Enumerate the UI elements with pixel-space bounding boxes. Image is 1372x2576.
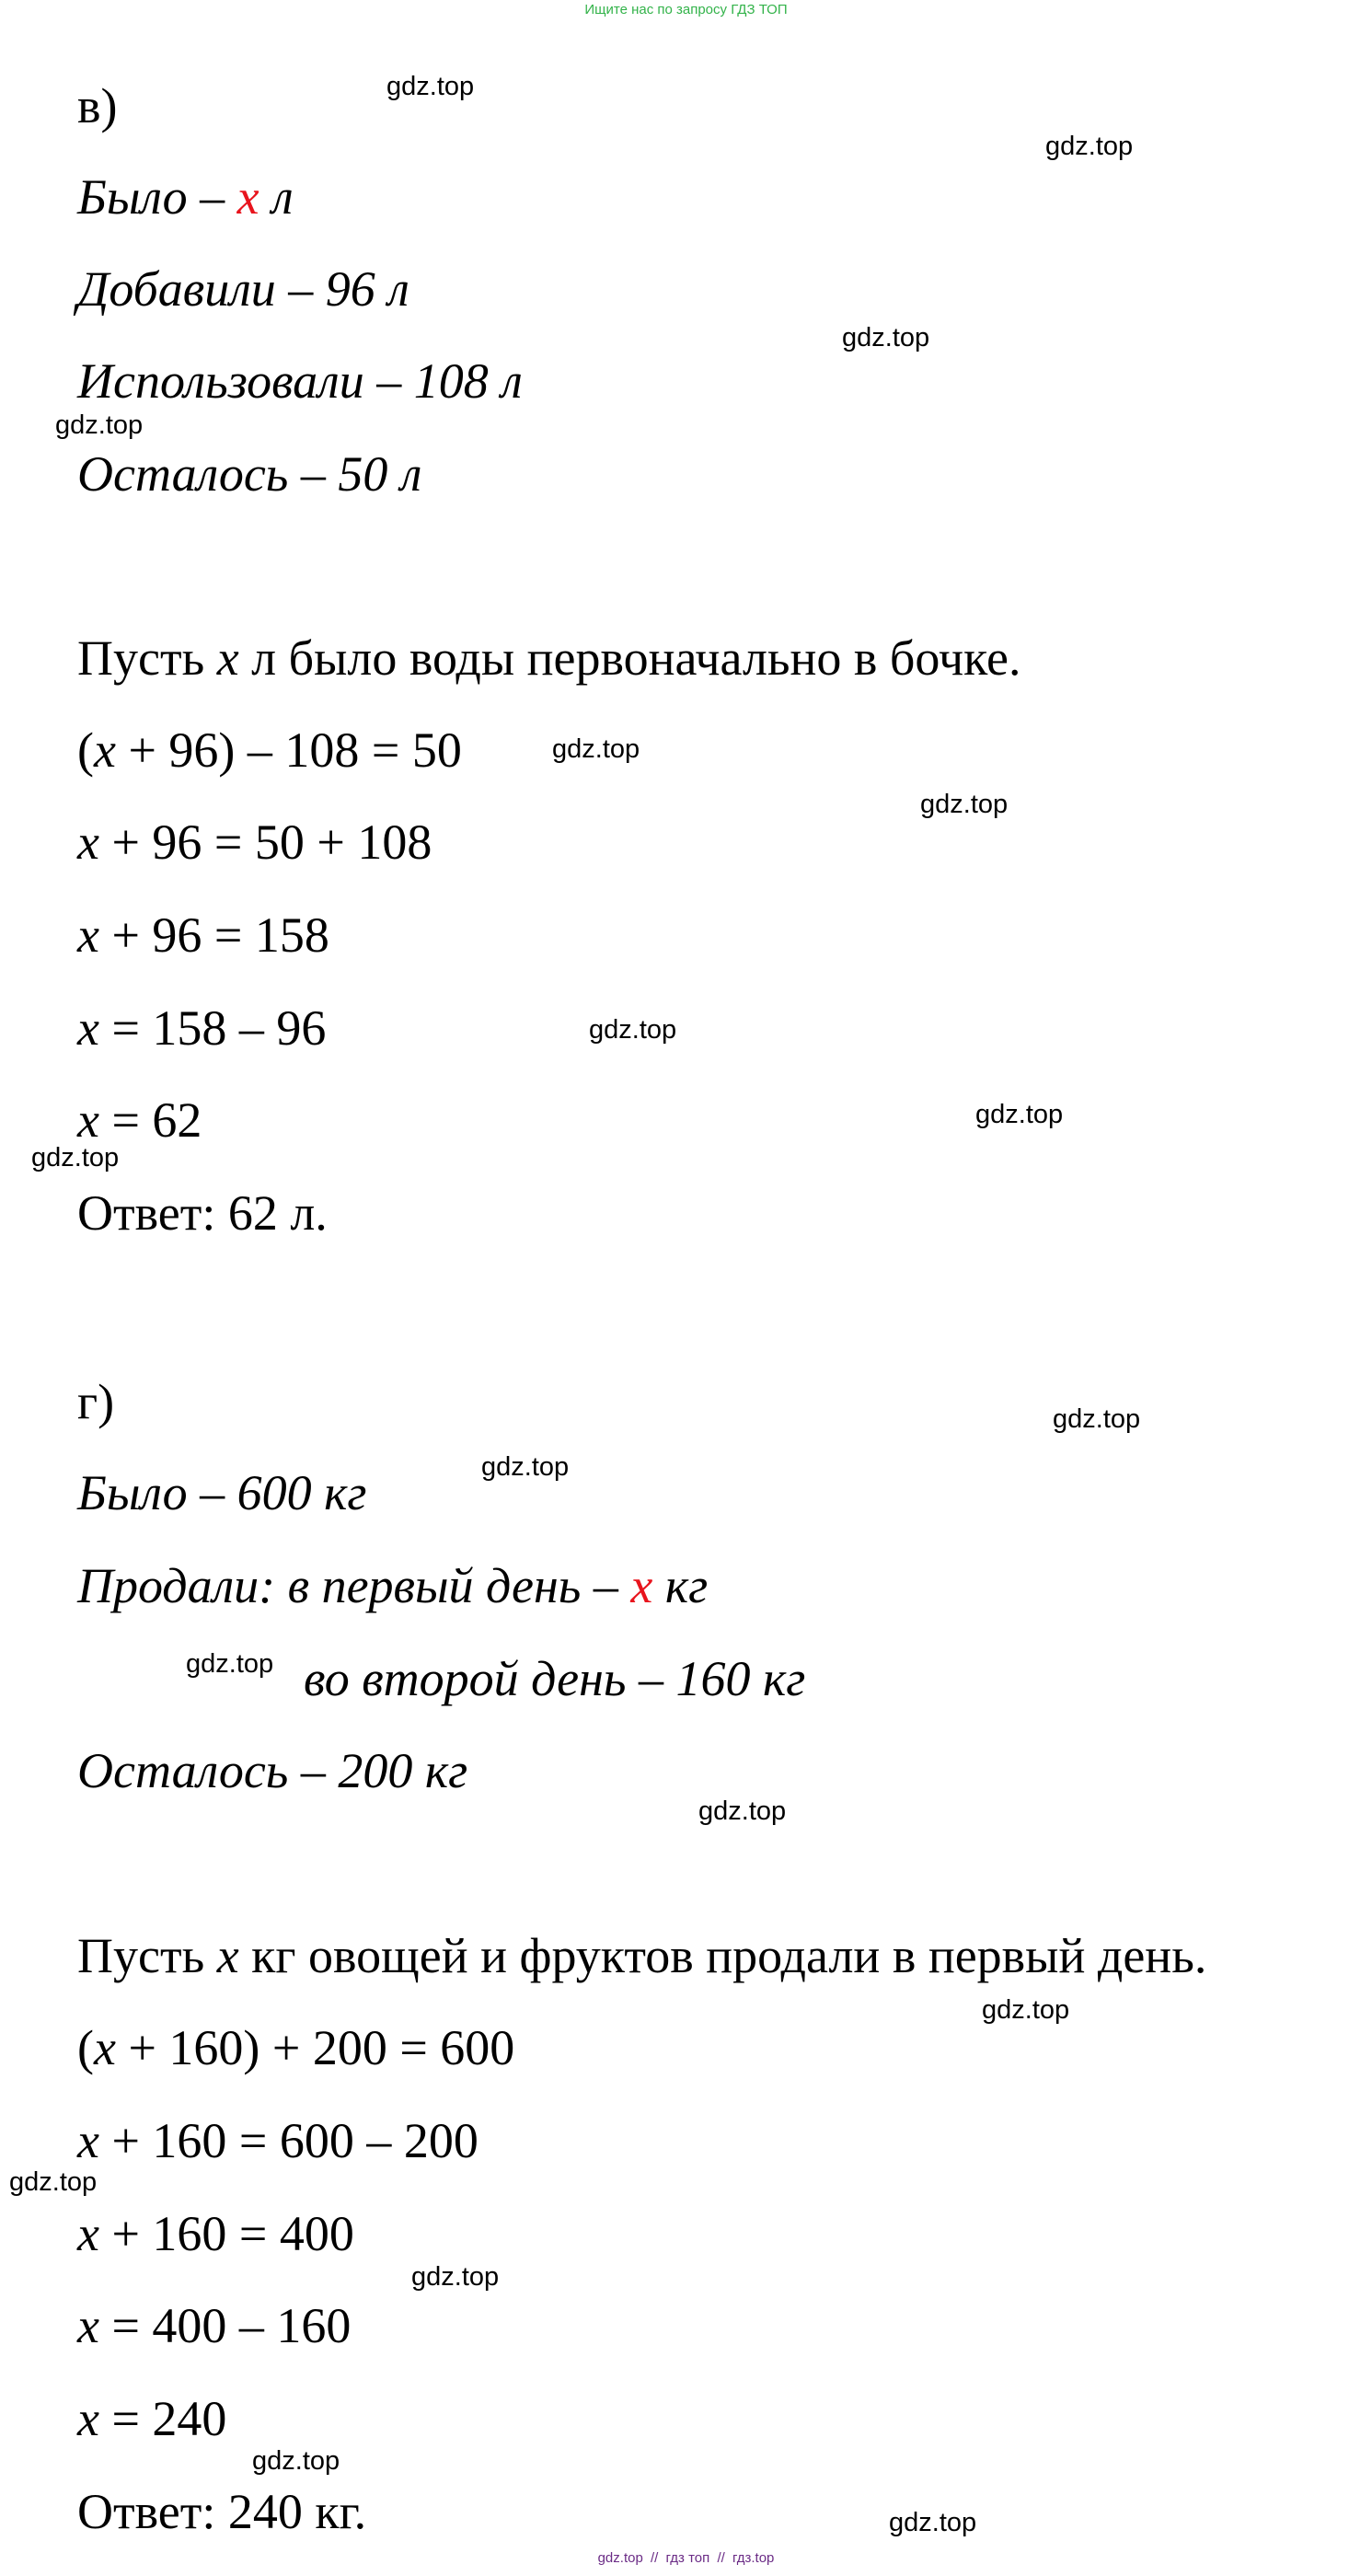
eq-rest: + 96 = 50 + 108 [98,814,432,870]
var-x: x [236,169,259,225]
eq-rest: = 62 [98,1092,202,1148]
footer-link[interactable]: гдз.top [732,2550,775,2566]
given-used: Использовали – 108 л [77,353,523,409]
part-v-label: в) [77,78,118,133]
var-x: x [77,1000,99,1056]
eq-rest: + 96) – 108 = 50 [115,722,462,778]
intro-pre: Пусть [77,630,205,686]
watermark: gdz.top [1045,132,1134,161]
equation-3 [77,2206,354,2261]
var-x: x [77,907,99,963]
intro-pre: Пусть [77,1928,205,1983]
watermark: gdz.top [889,2508,977,2537]
watermark: gdz.top [920,790,1009,819]
equation-4 [77,1000,327,1056]
unit: кг [664,1558,709,1613]
sold-label: Продали: в первый день – [77,1558,618,1613]
var-x: x [93,722,116,778]
var-x: x [93,2020,116,2075]
var-x: x [77,814,99,870]
eq-rest: = 400 – 160 [98,2298,352,2353]
var-x: x [77,2206,99,2261]
var-x: x [77,2298,99,2353]
given-left: Осталось – 50 л [77,446,422,502]
watermark: gdz.top [252,2446,340,2476]
watermark: gdz.top [842,323,930,352]
watermark: gdz.top [698,1796,787,1826]
eq-rest: + 96 = 158 [98,907,329,963]
intro-post: л было воды первоначально в бочке. [251,630,1021,686]
eq-rest: + 160 = 600 – 200 [98,2113,478,2168]
equation-2 [77,814,432,870]
var-x: x [630,1558,653,1613]
equation-1 [77,2020,515,2075]
eq-rest: = 158 – 96 [98,1000,327,1056]
footer-link[interactable]: gdz.top [597,2550,643,2566]
footer-link[interactable]: гдз топ [665,2550,710,2566]
watermark: gdz.top [1053,1404,1141,1434]
answer-v: Ответ: 62 л. [77,1185,328,1241]
paren: ( [77,722,94,778]
eq-rest: + 160) + 200 = 600 [115,2020,515,2075]
equation-4 [77,2298,352,2353]
intro-sentence [77,630,1021,686]
eq-rest: = 240 [98,2391,227,2446]
answer-g: Ответ: 240 кг. [77,2484,367,2539]
equation-1 [77,722,462,778]
watermark: gdz.top [55,410,144,440]
watermark: gdz.top [9,2167,98,2197]
watermark: gdz.top [411,2262,500,2292]
separator: // [650,2550,659,2566]
given-sold-second: во второй день – 160 кг [304,1651,806,1706]
var-x: x [77,2113,99,2168]
equation-2 [77,2113,478,2168]
equation-5 [77,2391,227,2446]
equation-5 [77,1092,202,1148]
paren: ( [77,2020,94,2075]
var-x: x [77,1092,99,1148]
unit: л [271,169,294,225]
intro-sentence [77,1928,1207,1983]
footer-links [0,2550,1372,2566]
top-banner[interactable]: Ищите нас по запросу ГДЗ ТОП [584,2,788,17]
given-left: Осталось – 200 кг [77,1743,468,1798]
given-sold-first [77,1558,709,1613]
watermark: gdz.top [386,72,475,101]
separator: // [717,2550,725,2566]
given-was: Было – 600 кг [77,1465,367,1520]
watermark: gdz.top [552,734,640,764]
watermark: gdz.top [481,1452,570,1482]
given-added: Добавили – 96 л [77,261,409,317]
eq-rest: + 160 = 400 [98,2206,354,2261]
watermark: gdz.top [589,1015,677,1045]
equation-3 [77,907,329,963]
given-was-label: Было – [77,169,225,225]
watermark: gdz.top [31,1143,120,1172]
var-x: x [77,2391,99,2446]
intro-post: кг овощей и фруктов продали в первый день. [251,1928,1207,1983]
watermark: gdz.top [975,1100,1064,1129]
given-was [77,169,294,225]
var-x: x [216,630,239,686]
var-x: x [216,1928,239,1983]
watermark: gdz.top [186,1649,274,1679]
watermark: gdz.top [982,1995,1070,2025]
part-g-label: г) [77,1374,115,1429]
